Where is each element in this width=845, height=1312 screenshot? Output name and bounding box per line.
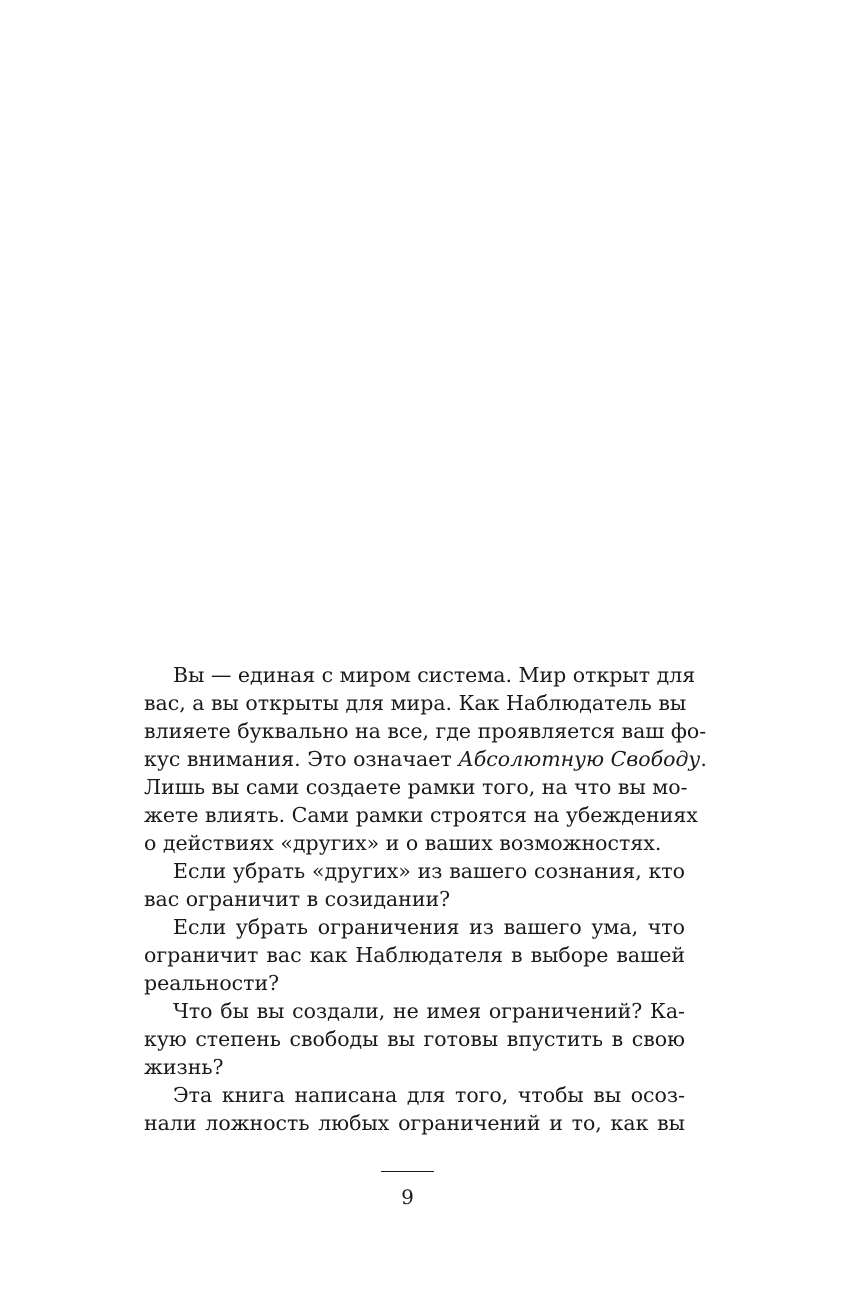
text-line: жете влиять. Сами рамки строятся на убеждениях [144,803,698,827]
text-line: кую степень свободы вы готовы впустить в свою [144,1027,685,1051]
page-number: 9 [401,1185,414,1209]
text-line: жизнь? [144,1055,224,1079]
text-line: Что бы вы создали, не имея ограничений? Ка- [173,999,685,1023]
text-line: вас ограничит в созидании? [144,887,451,911]
text-line: реальности? [144,971,280,995]
paragraph-3 [144,913,685,997]
text-line: Если убрать «других» из вашего сознания, кто [173,859,685,883]
paragraph-1 [144,661,707,857]
text-line: Эта книга написана для того, чтобы вы осоз- [173,1083,685,1107]
text-line: Вы — единая с миром система. Мир открыт для [173,663,696,687]
text-line: Если убрать ограничения из вашего ума, что [173,915,685,939]
text-line: ограничит вас как Наблюдателя в выборе вашей [144,943,685,967]
text-segment: . [700,747,707,771]
text-line [144,745,707,773]
text-line: нали ложность любых ограничений и то, как вы [144,1111,685,1135]
paragraph-2 [144,857,685,913]
text-segment: кус внимания. Это означает [144,747,459,771]
text-line: влияете буквально на все, где проявляется ваш фо- [144,719,707,743]
paragraph-5 [144,1081,685,1137]
body-text [144,661,707,1137]
italic-emphasis: Абсолютную Свободу [458,747,701,771]
text-line: вас, а вы открыты для мира. Как Наблюдатель вы [144,691,687,715]
text-line: о действиях «других» и о ваших возможностях. [144,831,662,855]
footer-divider [381,1171,434,1172]
paragraph-4 [144,997,685,1081]
text-line: Лишь вы сами создаете рамки того, на что вы мо- [144,775,688,799]
